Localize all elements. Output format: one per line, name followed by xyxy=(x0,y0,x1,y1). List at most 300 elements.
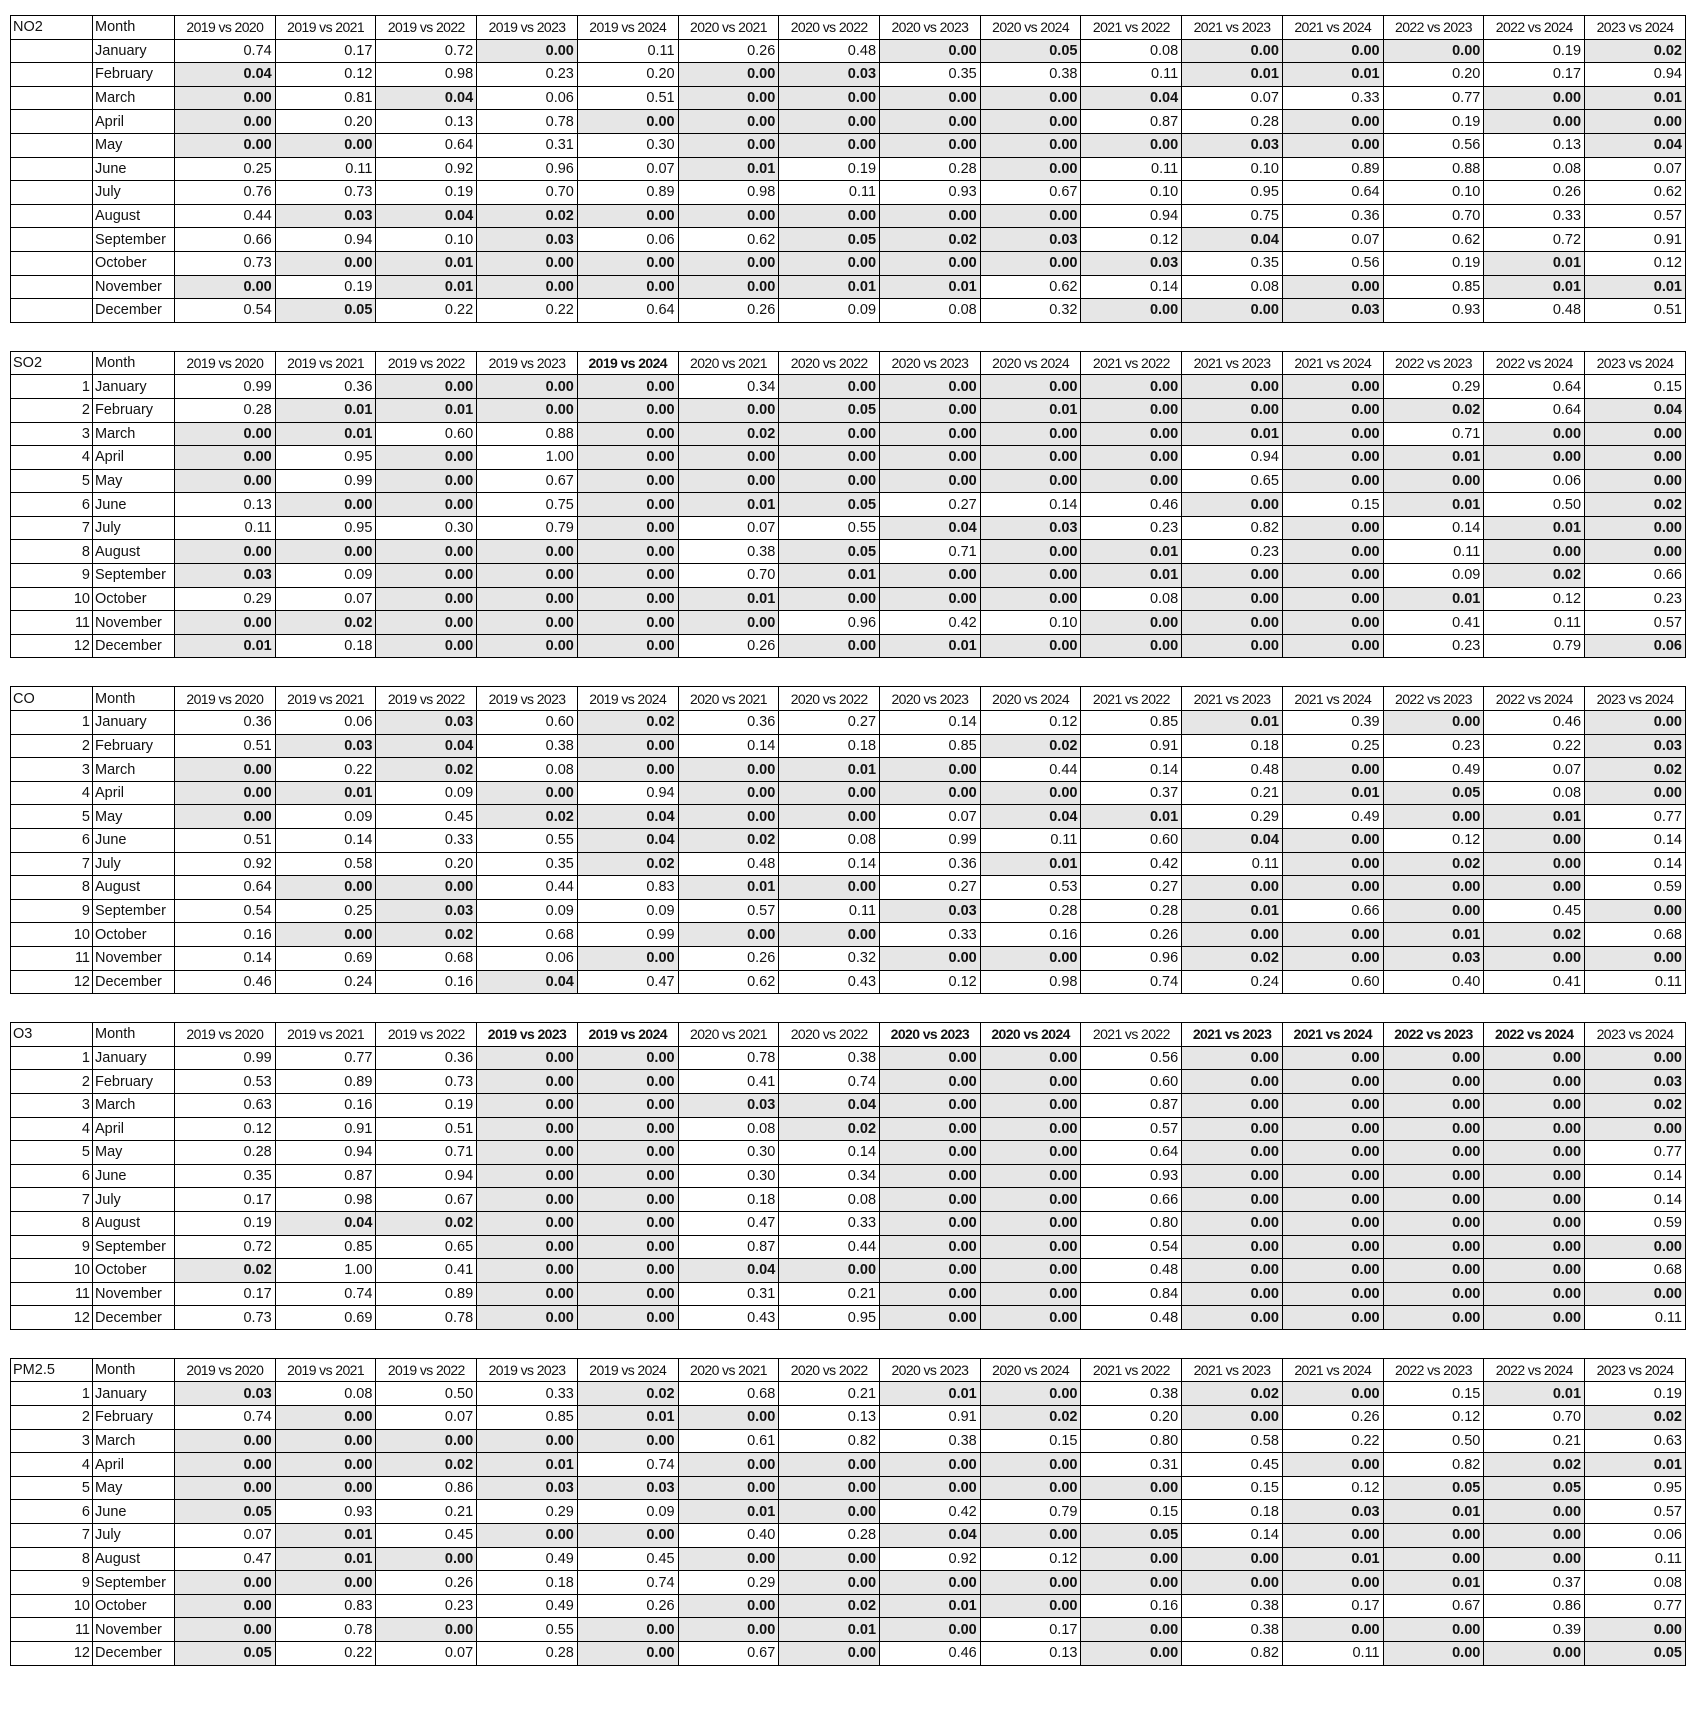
row-index-cell[interactable]: 11 xyxy=(11,611,93,635)
significant-p-value-cell[interactable]: 0.00 xyxy=(678,110,779,134)
p-value-cell[interactable]: 0.45 xyxy=(376,1524,477,1548)
p-value-cell[interactable]: 0.46 xyxy=(1081,493,1182,517)
comparison-header[interactable]: 2019 vs 2021 xyxy=(275,16,376,40)
p-value-cell[interactable]: 0.94 xyxy=(275,228,376,252)
significant-p-value-cell[interactable]: 0.00 xyxy=(880,251,981,275)
significant-p-value-cell[interactable]: 0.00 xyxy=(577,587,678,611)
comparison-header[interactable]: 2022 vs 2023 xyxy=(1383,1023,1484,1047)
p-value-cell[interactable]: 0.48 xyxy=(779,39,880,63)
significant-p-value-cell[interactable]: 0.00 xyxy=(1484,422,1585,446)
significant-p-value-cell[interactable]: 0.00 xyxy=(980,422,1081,446)
significant-p-value-cell[interactable]: 0.00 xyxy=(1282,1093,1383,1117)
p-value-cell[interactable]: 0.21 xyxy=(779,1282,880,1306)
pollutant-label[interactable]: PM2.5 xyxy=(11,1358,93,1382)
significant-p-value-cell[interactable]: 0.00 xyxy=(880,375,981,399)
significant-p-value-cell[interactable]: 0.00 xyxy=(1282,1259,1383,1283)
significant-p-value-cell[interactable]: 0.00 xyxy=(880,781,981,805)
p-value-cell[interactable]: 0.21 xyxy=(1484,1429,1585,1453)
row-index-cell[interactable]: 10 xyxy=(11,1259,93,1283)
significant-p-value-cell[interactable]: 0.00 xyxy=(779,1500,880,1524)
p-value-cell[interactable]: 0.32 xyxy=(980,299,1081,323)
p-value-cell[interactable]: 0.11 xyxy=(779,899,880,923)
row-index-cell[interactable]: 3 xyxy=(11,1429,93,1453)
row-index-cell[interactable]: 3 xyxy=(11,758,93,782)
significant-p-value-cell[interactable]: 0.05 xyxy=(175,1642,276,1666)
significant-p-value-cell[interactable]: 0.00 xyxy=(175,758,276,782)
p-value-cell[interactable]: 0.79 xyxy=(477,516,578,540)
significant-p-value-cell[interactable]: 0.02 xyxy=(1585,758,1686,782)
significant-p-value-cell[interactable]: 0.00 xyxy=(980,1093,1081,1117)
month-cell[interactable]: March xyxy=(93,1093,175,1117)
p-value-cell[interactable]: 0.14 xyxy=(779,1141,880,1165)
p-value-cell[interactable]: 0.65 xyxy=(1182,469,1283,493)
p-value-cell[interactable]: 0.95 xyxy=(1182,181,1283,205)
significant-p-value-cell[interactable]: 0.00 xyxy=(678,923,779,947)
significant-p-value-cell[interactable]: 0.00 xyxy=(577,1524,678,1548)
significant-p-value-cell[interactable]: 0.00 xyxy=(376,1429,477,1453)
p-value-cell[interactable]: 0.49 xyxy=(477,1547,578,1571)
p-value-cell[interactable]: 0.06 xyxy=(1484,469,1585,493)
p-value-cell[interactable]: 0.36 xyxy=(1282,204,1383,228)
month-header[interactable]: Month xyxy=(93,16,175,40)
p-value-cell[interactable]: 0.18 xyxy=(678,1188,779,1212)
significant-p-value-cell[interactable]: 0.03 xyxy=(1585,734,1686,758)
significant-p-value-cell[interactable]: 0.00 xyxy=(678,1406,779,1430)
p-value-cell[interactable]: 0.74 xyxy=(275,1282,376,1306)
significant-p-value-cell[interactable]: 0.02 xyxy=(1585,493,1686,517)
p-value-cell[interactable]: 0.72 xyxy=(376,39,477,63)
significant-p-value-cell[interactable]: 0.02 xyxy=(376,1453,477,1477)
significant-p-value-cell[interactable]: 0.00 xyxy=(1484,1259,1585,1283)
p-value-cell[interactable]: 0.12 xyxy=(980,711,1081,735)
p-value-cell[interactable]: 0.14 xyxy=(275,829,376,853)
p-value-cell[interactable]: 0.19 xyxy=(1383,110,1484,134)
comparison-header[interactable]: 2019 vs 2023 xyxy=(477,1358,578,1382)
p-value-cell[interactable]: 0.10 xyxy=(1081,181,1182,205)
significant-p-value-cell[interactable]: 0.03 xyxy=(376,899,477,923)
p-value-cell[interactable]: 0.23 xyxy=(1081,516,1182,540)
p-value-cell[interactable]: 0.23 xyxy=(1383,634,1484,658)
month-header[interactable]: Month xyxy=(93,687,175,711)
p-value-cell[interactable]: 0.35 xyxy=(175,1164,276,1188)
p-value-cell[interactable]: 0.85 xyxy=(275,1235,376,1259)
significant-p-value-cell[interactable]: 0.00 xyxy=(1081,398,1182,422)
p-value-cell[interactable]: 0.89 xyxy=(275,1070,376,1094)
significant-p-value-cell[interactable]: 0.00 xyxy=(1484,446,1585,470)
p-value-cell[interactable]: 0.69 xyxy=(275,946,376,970)
p-value-cell[interactable]: 0.92 xyxy=(880,1547,981,1571)
significant-p-value-cell[interactable]: 0.03 xyxy=(175,564,276,588)
significant-p-value-cell[interactable]: 0.00 xyxy=(577,1306,678,1330)
p-value-cell[interactable]: 0.14 xyxy=(678,734,779,758)
p-value-cell[interactable]: 0.89 xyxy=(577,181,678,205)
p-value-cell[interactable]: 0.31 xyxy=(678,1282,779,1306)
p-value-cell[interactable]: 0.58 xyxy=(275,852,376,876)
significant-p-value-cell[interactable]: 0.01 xyxy=(1282,781,1383,805)
p-value-cell[interactable]: 0.09 xyxy=(577,1500,678,1524)
significant-p-value-cell[interactable]: 0.00 xyxy=(175,110,276,134)
month-cell[interactable]: May xyxy=(93,469,175,493)
month-cell[interactable]: February xyxy=(93,398,175,422)
comparison-header[interactable]: 2020 vs 2024 xyxy=(980,687,1081,711)
significant-p-value-cell[interactable]: 0.00 xyxy=(980,469,1081,493)
significant-p-value-cell[interactable]: 0.03 xyxy=(1182,133,1283,157)
p-value-cell[interactable]: 0.96 xyxy=(1081,946,1182,970)
comparison-header[interactable]: 2019 vs 2022 xyxy=(376,16,477,40)
significant-p-value-cell[interactable]: 0.00 xyxy=(880,1046,981,1070)
p-value-cell[interactable]: 0.13 xyxy=(1484,133,1585,157)
p-value-cell[interactable]: 0.22 xyxy=(1484,734,1585,758)
significant-p-value-cell[interactable]: 0.00 xyxy=(1282,1453,1383,1477)
significant-p-value-cell[interactable]: 0.00 xyxy=(1081,1547,1182,1571)
month-cell[interactable]: October xyxy=(93,587,175,611)
p-value-cell[interactable]: 0.77 xyxy=(1585,805,1686,829)
significant-p-value-cell[interactable]: 0.00 xyxy=(1484,1164,1585,1188)
p-value-cell[interactable]: 0.70 xyxy=(1383,204,1484,228)
comparison-header[interactable]: 2019 vs 2023 xyxy=(477,687,578,711)
p-value-cell[interactable]: 0.51 xyxy=(175,734,276,758)
p-value-cell[interactable]: 0.26 xyxy=(678,946,779,970)
significant-p-value-cell[interactable]: 0.00 xyxy=(1282,39,1383,63)
significant-p-value-cell[interactable]: 0.00 xyxy=(1182,1117,1283,1141)
significant-p-value-cell[interactable]: 0.00 xyxy=(1585,946,1686,970)
p-value-cell[interactable]: 0.49 xyxy=(1383,758,1484,782)
significant-p-value-cell[interactable]: 0.00 xyxy=(175,86,276,110)
month-cell[interactable]: August xyxy=(93,540,175,564)
p-value-cell[interactable]: 0.78 xyxy=(477,110,578,134)
significant-p-value-cell[interactable]: 0.00 xyxy=(1585,446,1686,470)
comparison-header[interactable]: 2019 vs 2020 xyxy=(175,1023,276,1047)
significant-p-value-cell[interactable]: 0.00 xyxy=(1282,946,1383,970)
significant-p-value-cell[interactable]: 0.00 xyxy=(175,1453,276,1477)
significant-p-value-cell[interactable]: 0.00 xyxy=(477,251,578,275)
significant-p-value-cell[interactable]: 0.03 xyxy=(1282,299,1383,323)
significant-p-value-cell[interactable]: 0.00 xyxy=(175,540,276,564)
row-index-cell[interactable] xyxy=(11,181,93,205)
p-value-cell[interactable]: 0.85 xyxy=(880,734,981,758)
p-value-cell[interactable]: 0.68 xyxy=(376,946,477,970)
p-value-cell[interactable]: 0.09 xyxy=(376,781,477,805)
significant-p-value-cell[interactable]: 0.00 xyxy=(1282,611,1383,635)
p-value-cell[interactable]: 0.70 xyxy=(678,564,779,588)
significant-p-value-cell[interactable]: 0.00 xyxy=(1484,946,1585,970)
p-value-cell[interactable]: 0.11 xyxy=(577,39,678,63)
p-value-cell[interactable]: 0.46 xyxy=(1484,711,1585,735)
p-value-cell[interactable]: 0.46 xyxy=(175,970,276,994)
significant-p-value-cell[interactable]: 0.00 xyxy=(477,634,578,658)
significant-p-value-cell[interactable]: 0.00 xyxy=(577,734,678,758)
p-value-cell[interactable]: 0.82 xyxy=(1383,1453,1484,1477)
p-value-cell[interactable]: 0.75 xyxy=(1182,204,1283,228)
p-value-cell[interactable]: 0.62 xyxy=(1383,228,1484,252)
significant-p-value-cell[interactable]: 0.01 xyxy=(275,422,376,446)
comparison-header[interactable]: 2019 vs 2021 xyxy=(275,351,376,375)
significant-p-value-cell[interactable]: 0.00 xyxy=(1383,1259,1484,1283)
significant-p-value-cell[interactable]: 0.00 xyxy=(880,1164,981,1188)
p-value-cell[interactable]: 0.80 xyxy=(1081,1429,1182,1453)
month-header[interactable]: Month xyxy=(93,1358,175,1382)
p-value-cell[interactable]: 0.67 xyxy=(376,1188,477,1212)
significant-p-value-cell[interactable]: 0.05 xyxy=(1383,1476,1484,1500)
p-value-cell[interactable]: 0.28 xyxy=(175,1141,276,1165)
significant-p-value-cell[interactable]: 0.02 xyxy=(1585,1406,1686,1430)
comparison-header[interactable]: 2020 vs 2024 xyxy=(980,1358,1081,1382)
significant-p-value-cell[interactable]: 0.00 xyxy=(1282,1282,1383,1306)
p-value-cell[interactable]: 0.77 xyxy=(1585,1594,1686,1618)
p-value-cell[interactable]: 0.48 xyxy=(1484,299,1585,323)
significant-p-value-cell[interactable]: 0.00 xyxy=(1081,375,1182,399)
significant-p-value-cell[interactable]: 0.00 xyxy=(1383,1235,1484,1259)
p-value-cell[interactable]: 0.80 xyxy=(1081,1211,1182,1235)
p-value-cell[interactable]: 0.38 xyxy=(779,1046,880,1070)
comparison-header[interactable]: 2020 vs 2023 xyxy=(880,1023,981,1047)
significant-p-value-cell[interactable]: 0.00 xyxy=(577,1642,678,1666)
p-value-cell[interactable]: 0.93 xyxy=(1081,1164,1182,1188)
comparison-header[interactable]: 2020 vs 2021 xyxy=(678,16,779,40)
p-value-cell[interactable]: 0.33 xyxy=(779,1211,880,1235)
comparison-header[interactable]: 2020 vs 2021 xyxy=(678,351,779,375)
significant-p-value-cell[interactable]: 0.00 xyxy=(376,469,477,493)
p-value-cell[interactable]: 0.56 xyxy=(1383,133,1484,157)
significant-p-value-cell[interactable]: 0.00 xyxy=(275,493,376,517)
p-value-cell[interactable]: 0.08 xyxy=(275,1382,376,1406)
p-value-cell[interactable]: 0.14 xyxy=(1585,1164,1686,1188)
significant-p-value-cell[interactable]: 0.00 xyxy=(880,133,981,157)
significant-p-value-cell[interactable]: 0.00 xyxy=(1182,1306,1283,1330)
p-value-cell[interactable]: 0.89 xyxy=(1282,157,1383,181)
p-value-cell[interactable]: 0.22 xyxy=(275,1642,376,1666)
comparison-header[interactable]: 2019 vs 2021 xyxy=(275,1358,376,1382)
significant-p-value-cell[interactable]: 0.04 xyxy=(1081,86,1182,110)
significant-p-value-cell[interactable]: 0.00 xyxy=(880,946,981,970)
significant-p-value-cell[interactable]: 0.00 xyxy=(1282,133,1383,157)
significant-p-value-cell[interactable]: 0.00 xyxy=(477,1524,578,1548)
p-value-cell[interactable]: 0.64 xyxy=(577,299,678,323)
significant-p-value-cell[interactable]: 0.00 xyxy=(1585,469,1686,493)
significant-p-value-cell[interactable]: 0.00 xyxy=(880,398,981,422)
significant-p-value-cell[interactable]: 0.00 xyxy=(1081,299,1182,323)
p-value-cell[interactable]: 0.74 xyxy=(175,1406,276,1430)
p-value-cell[interactable]: 0.11 xyxy=(1383,540,1484,564)
significant-p-value-cell[interactable]: 0.00 xyxy=(477,1188,578,1212)
p-value-cell[interactable]: 0.11 xyxy=(1585,970,1686,994)
significant-p-value-cell[interactable]: 0.00 xyxy=(1585,1046,1686,1070)
row-index-cell[interactable] xyxy=(11,63,93,87)
significant-p-value-cell[interactable]: 0.00 xyxy=(880,422,981,446)
significant-p-value-cell[interactable]: 0.00 xyxy=(1182,1141,1283,1165)
significant-p-value-cell[interactable]: 0.02 xyxy=(678,422,779,446)
significant-p-value-cell[interactable]: 0.03 xyxy=(175,1382,276,1406)
significant-p-value-cell[interactable]: 0.03 xyxy=(980,228,1081,252)
p-value-cell[interactable]: 0.51 xyxy=(577,86,678,110)
significant-p-value-cell[interactable]: 0.00 xyxy=(1081,611,1182,635)
p-value-cell[interactable]: 0.10 xyxy=(1383,181,1484,205)
significant-p-value-cell[interactable]: 0.03 xyxy=(880,899,981,923)
p-value-cell[interactable]: 0.87 xyxy=(1081,110,1182,134)
p-value-cell[interactable]: 0.73 xyxy=(376,1070,477,1094)
significant-p-value-cell[interactable]: 0.00 xyxy=(1484,876,1585,900)
significant-p-value-cell[interactable]: 0.00 xyxy=(880,86,981,110)
significant-p-value-cell[interactable]: 0.00 xyxy=(880,587,981,611)
p-value-cell[interactable]: 0.21 xyxy=(376,1500,477,1524)
p-value-cell[interactable]: 0.55 xyxy=(477,829,578,853)
significant-p-value-cell[interactable]: 0.02 xyxy=(779,1117,880,1141)
significant-p-value-cell[interactable]: 0.00 xyxy=(1282,446,1383,470)
p-value-cell[interactable]: 0.07 xyxy=(376,1642,477,1666)
p-value-cell[interactable]: 0.11 xyxy=(980,829,1081,853)
p-value-cell[interactable]: 0.95 xyxy=(275,446,376,470)
significant-p-value-cell[interactable]: 0.00 xyxy=(1484,1524,1585,1548)
significant-p-value-cell[interactable]: 0.00 xyxy=(1182,1093,1283,1117)
significant-p-value-cell[interactable]: 0.00 xyxy=(1383,1070,1484,1094)
row-index-cell[interactable]: 11 xyxy=(11,1282,93,1306)
p-value-cell[interactable]: 0.94 xyxy=(1182,446,1283,470)
significant-p-value-cell[interactable]: 0.00 xyxy=(1081,1642,1182,1666)
significant-p-value-cell[interactable]: 0.05 xyxy=(779,228,880,252)
significant-p-value-cell[interactable]: 0.05 xyxy=(1383,781,1484,805)
p-value-cell[interactable]: 1.00 xyxy=(275,1259,376,1283)
p-value-cell[interactable]: 0.22 xyxy=(376,299,477,323)
significant-p-value-cell[interactable]: 0.00 xyxy=(477,611,578,635)
p-value-cell[interactable]: 0.62 xyxy=(1585,181,1686,205)
p-value-cell[interactable]: 0.24 xyxy=(1182,970,1283,994)
significant-p-value-cell[interactable]: 0.00 xyxy=(1182,564,1283,588)
row-index-cell[interactable]: 5 xyxy=(11,1141,93,1165)
significant-p-value-cell[interactable]: 0.00 xyxy=(980,204,1081,228)
significant-p-value-cell[interactable]: 0.00 xyxy=(1182,299,1283,323)
row-index-cell[interactable] xyxy=(11,204,93,228)
significant-p-value-cell[interactable]: 0.00 xyxy=(779,469,880,493)
comparison-header[interactable]: 2020 vs 2022 xyxy=(779,16,880,40)
month-cell[interactable]: August xyxy=(93,1547,175,1571)
significant-p-value-cell[interactable]: 0.00 xyxy=(175,1476,276,1500)
significant-p-value-cell[interactable]: 0.00 xyxy=(376,876,477,900)
p-value-cell[interactable]: 0.38 xyxy=(1182,1618,1283,1642)
significant-p-value-cell[interactable]: 0.00 xyxy=(1383,899,1484,923)
significant-p-value-cell[interactable]: 0.01 xyxy=(275,781,376,805)
significant-p-value-cell[interactable]: 0.00 xyxy=(1484,1211,1585,1235)
p-value-cell[interactable]: 0.40 xyxy=(1383,970,1484,994)
significant-p-value-cell[interactable]: 0.04 xyxy=(980,805,1081,829)
p-value-cell[interactable]: 0.27 xyxy=(779,711,880,735)
significant-p-value-cell[interactable]: 0.02 xyxy=(275,611,376,635)
p-value-cell[interactable]: 0.66 xyxy=(1585,564,1686,588)
comparison-header[interactable]: 2020 vs 2021 xyxy=(678,1358,779,1382)
p-value-cell[interactable]: 0.60 xyxy=(477,711,578,735)
significant-p-value-cell[interactable]: 0.00 xyxy=(577,469,678,493)
p-value-cell[interactable]: 0.13 xyxy=(175,493,276,517)
row-index-cell[interactable]: 1 xyxy=(11,711,93,735)
p-value-cell[interactable]: 0.91 xyxy=(1081,734,1182,758)
significant-p-value-cell[interactable]: 0.01 xyxy=(1383,1500,1484,1524)
p-value-cell[interactable]: 0.51 xyxy=(175,829,276,853)
comparison-header[interactable]: 2020 vs 2022 xyxy=(779,1358,880,1382)
p-value-cell[interactable]: 0.79 xyxy=(1484,634,1585,658)
significant-p-value-cell[interactable]: 0.01 xyxy=(175,634,276,658)
month-cell[interactable]: May xyxy=(93,1141,175,1165)
p-value-cell[interactable]: 0.47 xyxy=(577,970,678,994)
p-value-cell[interactable]: 0.26 xyxy=(678,39,779,63)
significant-p-value-cell[interactable]: 0.00 xyxy=(376,375,477,399)
comparison-header[interactable]: 2019 vs 2020 xyxy=(175,351,276,375)
month-cell[interactable]: November xyxy=(93,1618,175,1642)
significant-p-value-cell[interactable]: 0.01 xyxy=(779,1618,880,1642)
p-value-cell[interactable]: 0.99 xyxy=(880,829,981,853)
significant-p-value-cell[interactable]: 0.02 xyxy=(376,1211,477,1235)
comparison-header[interactable]: 2021 vs 2022 xyxy=(1081,1023,1182,1047)
month-cell[interactable]: September xyxy=(93,899,175,923)
p-value-cell[interactable]: 0.22 xyxy=(1282,1429,1383,1453)
p-value-cell[interactable]: 0.63 xyxy=(1585,1429,1686,1453)
significant-p-value-cell[interactable]: 0.00 xyxy=(678,611,779,635)
comparison-header[interactable]: 2021 vs 2023 xyxy=(1182,1358,1283,1382)
significant-p-value-cell[interactable]: 0.00 xyxy=(577,446,678,470)
significant-p-value-cell[interactable]: 0.00 xyxy=(577,540,678,564)
p-value-cell[interactable]: 0.43 xyxy=(678,1306,779,1330)
significant-p-value-cell[interactable]: 0.00 xyxy=(577,1259,678,1283)
significant-p-value-cell[interactable]: 0.00 xyxy=(1585,1235,1686,1259)
significant-p-value-cell[interactable]: 0.03 xyxy=(477,1476,578,1500)
p-value-cell[interactable]: 0.14 xyxy=(1182,1524,1283,1548)
p-value-cell[interactable]: 0.56 xyxy=(1282,251,1383,275)
p-value-cell[interactable]: 0.15 xyxy=(1081,1500,1182,1524)
significant-p-value-cell[interactable]: 0.02 xyxy=(980,734,1081,758)
significant-p-value-cell[interactable]: 0.00 xyxy=(678,446,779,470)
month-cell[interactable]: November xyxy=(93,946,175,970)
pollutant-label[interactable]: O3 xyxy=(11,1023,93,1047)
p-value-cell[interactable]: 0.14 xyxy=(1383,516,1484,540)
significant-p-value-cell[interactable]: 0.04 xyxy=(880,516,981,540)
significant-p-value-cell[interactable]: 0.00 xyxy=(779,1259,880,1283)
significant-p-value-cell[interactable]: 0.01 xyxy=(1585,275,1686,299)
significant-p-value-cell[interactable]: 0.00 xyxy=(1585,711,1686,735)
month-cell[interactable]: June xyxy=(93,829,175,853)
p-value-cell[interactable]: 0.44 xyxy=(980,758,1081,782)
p-value-cell[interactable]: 0.57 xyxy=(1585,204,1686,228)
significant-p-value-cell[interactable]: 0.00 xyxy=(880,1259,981,1283)
pollutant-label[interactable]: CO xyxy=(11,687,93,711)
comparison-header[interactable]: 2021 vs 2022 xyxy=(1081,16,1182,40)
significant-p-value-cell[interactable]: 0.00 xyxy=(1484,540,1585,564)
p-value-cell[interactable]: 0.28 xyxy=(175,398,276,422)
p-value-cell[interactable]: 0.53 xyxy=(980,876,1081,900)
significant-p-value-cell[interactable]: 0.02 xyxy=(1182,946,1283,970)
comparison-header[interactable]: 2021 vs 2023 xyxy=(1182,16,1283,40)
significant-p-value-cell[interactable]: 0.02 xyxy=(376,758,477,782)
p-value-cell[interactable]: 0.93 xyxy=(275,1500,376,1524)
significant-p-value-cell[interactable]: 0.00 xyxy=(779,1642,880,1666)
significant-p-value-cell[interactable]: 0.00 xyxy=(880,204,981,228)
significant-p-value-cell[interactable]: 0.03 xyxy=(477,228,578,252)
significant-p-value-cell[interactable]: 0.00 xyxy=(880,758,981,782)
p-value-cell[interactable]: 0.38 xyxy=(1182,1594,1283,1618)
p-value-cell[interactable]: 0.92 xyxy=(376,157,477,181)
p-value-cell[interactable]: 0.30 xyxy=(678,1141,779,1165)
comparison-header[interactable]: 2019 vs 2024 xyxy=(577,1023,678,1047)
significant-p-value-cell[interactable]: 0.00 xyxy=(779,422,880,446)
significant-p-value-cell[interactable]: 0.00 xyxy=(880,1093,981,1117)
significant-p-value-cell[interactable]: 0.00 xyxy=(376,493,477,517)
p-value-cell[interactable]: 0.89 xyxy=(376,1282,477,1306)
p-value-cell[interactable]: 0.16 xyxy=(376,970,477,994)
p-value-cell[interactable]: 0.77 xyxy=(1585,1141,1686,1165)
p-value-cell[interactable]: 0.63 xyxy=(175,1093,276,1117)
month-cell[interactable]: June xyxy=(93,157,175,181)
comparison-header[interactable]: 2020 vs 2024 xyxy=(980,1023,1081,1047)
comparison-header[interactable]: 2019 vs 2022 xyxy=(376,687,477,711)
significant-p-value-cell[interactable]: 0.03 xyxy=(577,1476,678,1500)
significant-p-value-cell[interactable]: 0.00 xyxy=(1282,469,1383,493)
